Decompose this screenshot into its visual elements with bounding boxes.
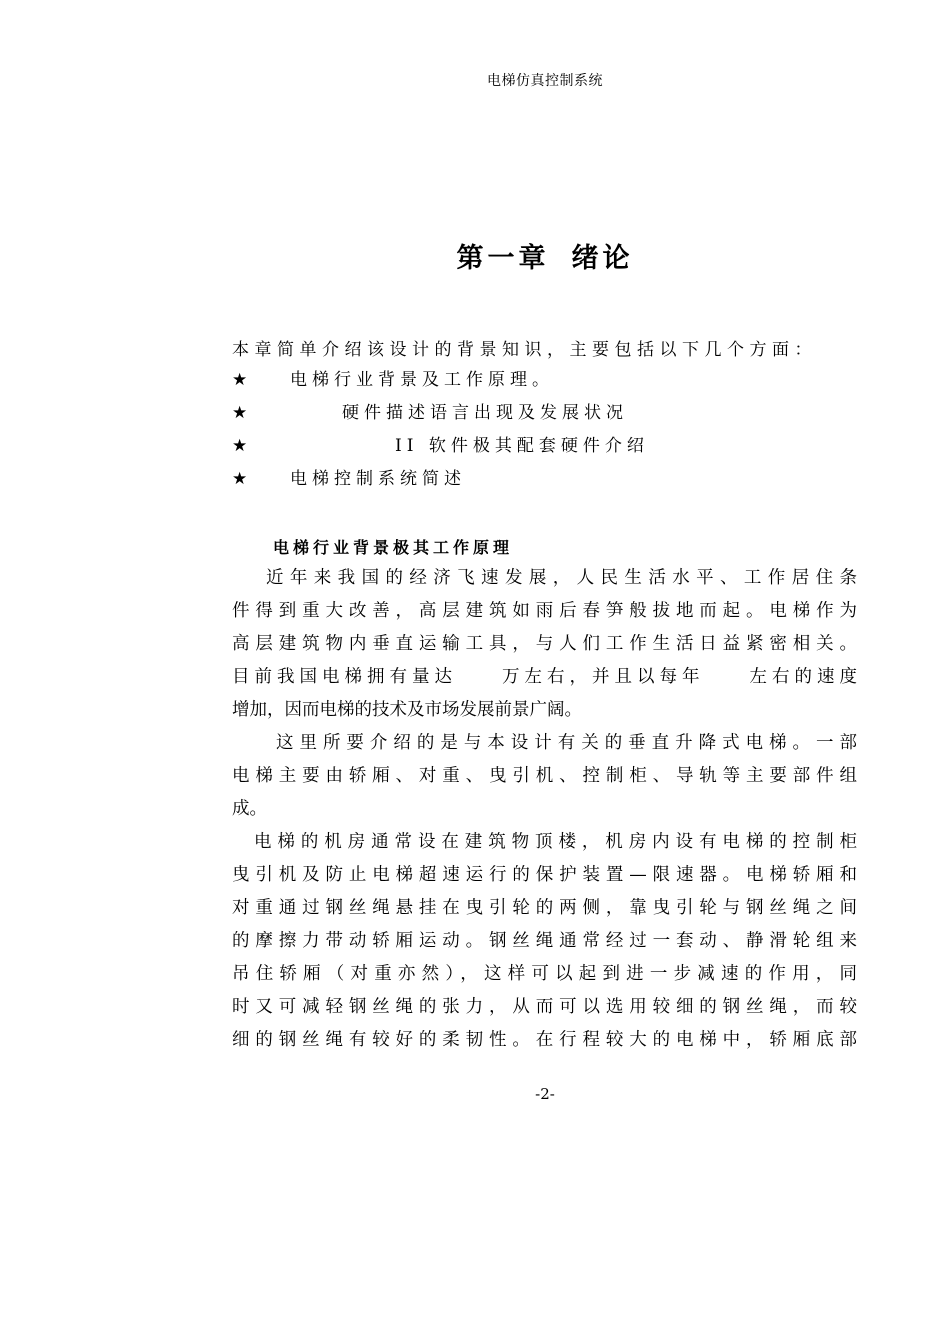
paragraph-line: 细的钢丝绳有较好的柔韧性。在行程较大的电梯中，轿厢底部 bbox=[232, 1030, 857, 1050]
list-item-text: 电梯行业背景及工作原理。 bbox=[290, 370, 554, 390]
paragraph-line: 近年来我国的经济飞速发展，人民生活水平、工作居住条 bbox=[266, 568, 857, 588]
chapter-name: 绪论 bbox=[571, 243, 634, 274]
star-icon: ★ bbox=[232, 436, 248, 456]
body-paragraph bbox=[232, 562, 857, 727]
paragraph-line: 对重通过钢丝绳悬挂在曳引轮的两侧，靠曳引轮与钢丝绳之间 bbox=[232, 898, 857, 918]
paragraph-line: 高层建筑物内垂直运输工具，与人们工作生活日益紧密相关。 bbox=[232, 634, 857, 654]
paragraph-line: 的摩擦力带动轿厢运动。钢丝绳通常经过一套动、静滑轮组来 bbox=[232, 931, 857, 951]
paragraph-line: 增加，因而电梯的技术及市场发展前景广阔。 bbox=[232, 700, 582, 720]
paragraph-line: 成。 bbox=[232, 799, 267, 819]
paragraph-line: 这里所要介绍的是与本设计有关的垂直升降式电梯。一部 bbox=[276, 733, 857, 753]
list-item bbox=[232, 367, 554, 400]
list-item-text: 电梯控制系统简述 bbox=[290, 469, 466, 489]
chapter-number: 第一章 bbox=[456, 243, 550, 274]
body-paragraph bbox=[232, 826, 857, 1057]
running-header: 电梯仿真控制系统 bbox=[487, 73, 603, 89]
paragraph-line: 件得到重大改善，高层建筑如雨后春笋般拔地而起。电梯作为 bbox=[232, 601, 857, 621]
list-item-text: 硬件描述语言出现及发展状况 bbox=[342, 403, 628, 423]
list-item-text: II 软件极其配套硬件介绍 bbox=[395, 436, 649, 456]
list-item bbox=[232, 433, 649, 466]
section-heading: 电梯行业背景极其工作原理 bbox=[273, 538, 514, 557]
list-item bbox=[232, 466, 466, 499]
topic-list bbox=[232, 367, 649, 499]
star-icon: ★ bbox=[232, 370, 248, 390]
paragraph-line: 电梯的机房通常设在建筑物顶楼，机房内设有电梯的控制柜 bbox=[254, 832, 857, 852]
paragraph-line: 吊住轿厢（对重亦然），这样可以起到进一步减速的作用，同 bbox=[232, 964, 857, 984]
paragraph-line: 电梯主要由轿厢、对重、曳引机、控制柜、导轨等主要部件组 bbox=[232, 766, 857, 786]
page-number: -2- bbox=[535, 1085, 555, 1103]
star-icon: ★ bbox=[232, 403, 248, 423]
chapter-intro: 本章简单介绍该设计的背景知识，主要包括以下几个方面： bbox=[232, 340, 817, 360]
body-paragraph bbox=[232, 727, 857, 826]
paragraph-line: 曳引机及防止电梯超速运行的保护装置—限速器。电梯轿厢和 bbox=[232, 865, 857, 885]
paragraph-line: 时又可减轻钢丝绳的张力，从而可以选用较细的钢丝绳，而较 bbox=[232, 997, 857, 1017]
chapter-title bbox=[0, 236, 950, 275]
paragraph-line: 目前我国电梯拥有量达 万左右，并且以每年 左右的速度 bbox=[232, 667, 857, 687]
list-item bbox=[232, 400, 628, 433]
star-icon: ★ bbox=[232, 469, 248, 489]
